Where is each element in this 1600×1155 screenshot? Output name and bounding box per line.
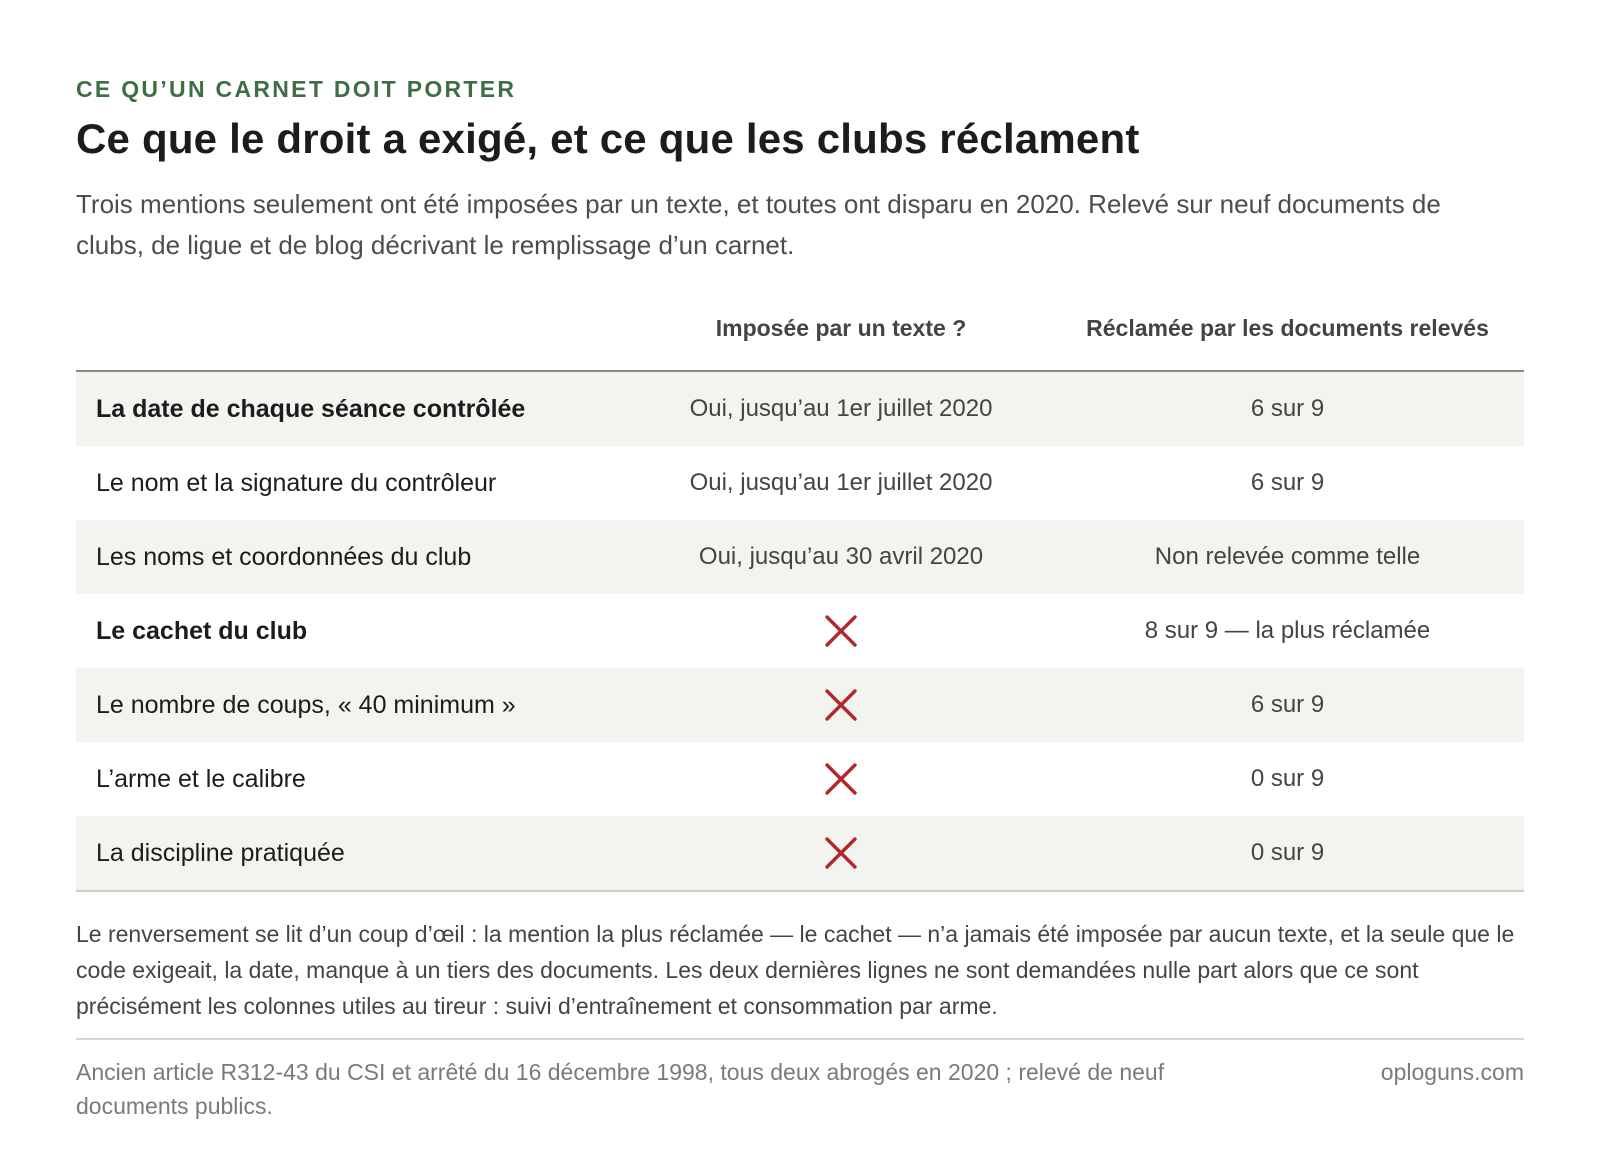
row-imposed <box>631 816 1051 891</box>
table-row <box>76 520 1524 594</box>
row-claimed: 6 sur 9 <box>1051 668 1524 742</box>
row-claimed: 0 sur 9 <box>1250 765 1325 793</box>
table-row <box>76 446 1524 520</box>
header-claimed: Réclamée par les documents relevés <box>1051 298 1524 371</box>
commentary-note: Le renversement se lit d’un coup d’œil : la mention la plus réclamée — le cachet — n’a jamais été imposée par aucun texte, et la seule que le code exigeait, la date, manque à un tiers des documents. Les deux dernières lignes ne sont demandées nulle part alors que ce sont précisément les colonnes utiles au tireur : suivi d’entraînement et consommation par arme. <box>76 921 1515 1020</box>
cross-icon <box>824 688 858 722</box>
row-label: L’arme et le calibre <box>96 764 306 793</box>
site-credit: oploguns.com <box>1380 1059 1524 1086</box>
header-mention <box>76 298 631 371</box>
row-claimed: 6 sur 9 <box>1051 371 1524 446</box>
cross-icon <box>824 614 858 648</box>
row-label: La discipline pratiquée <box>76 816 631 891</box>
row-label: Le nombre de coups, « 40 minimum » <box>76 668 631 742</box>
table-header-row <box>76 298 1524 371</box>
cross-icon <box>824 836 858 870</box>
row-imposed: Oui, jusqu’au 30 avril 2020 <box>631 520 1051 594</box>
table-row <box>76 594 1524 668</box>
row-claimed: 0 sur 9 <box>1051 816 1524 891</box>
table-row <box>76 668 1524 742</box>
table-row <box>76 816 1524 891</box>
row-claimed: Non relevée comme telle <box>1051 520 1524 594</box>
row-label: Les noms et coordonnées du club <box>76 520 631 594</box>
cross-icon <box>824 762 858 796</box>
divider <box>76 1038 1524 1040</box>
table-row <box>76 371 1524 446</box>
row-claimed: 8 sur 9 — la plus réclamée <box>1144 617 1431 645</box>
subtitle: Trois mentions seulement ont été imposées par un texte, et toutes ont disparu en 2020. Relevé sur neuf documents de clubs, de ligue et de blog décrivant le remplissage d’un carnet. <box>76 189 1441 261</box>
requirements-table <box>76 298 1524 892</box>
page-title: Ce que le droit a exigé, et ce que les clubs réclament <box>76 115 1140 162</box>
table-row <box>76 742 1524 816</box>
row-label: Le nom et la signature du contrôleur <box>96 468 497 497</box>
row-imposed <box>631 742 1051 816</box>
row-imposed: Oui, jusqu’au 1er juillet 2020 <box>631 371 1051 446</box>
table-body <box>76 371 1524 891</box>
kicker: CE QU’UN CARNET DOIT PORTER <box>76 76 517 102</box>
row-claimed: 6 sur 9 <box>1250 469 1325 497</box>
row-label: Le cachet du club <box>96 616 308 645</box>
row-imposed: Oui, jusqu’au 1er juillet 2020 <box>689 469 993 497</box>
footer <box>76 1055 1524 1123</box>
source-note: Ancien article R312-43 du CSI et arrêté du 16 décembre 1998, tous deux abrogés en 2020 ; relevé de neuf documents publics. <box>76 1059 1165 1120</box>
row-label: La date de chaque séance contrôlée <box>76 371 631 446</box>
header-imposed: Imposée par un texte ? <box>631 298 1051 371</box>
row-imposed <box>631 594 1051 668</box>
row-imposed <box>631 668 1051 742</box>
